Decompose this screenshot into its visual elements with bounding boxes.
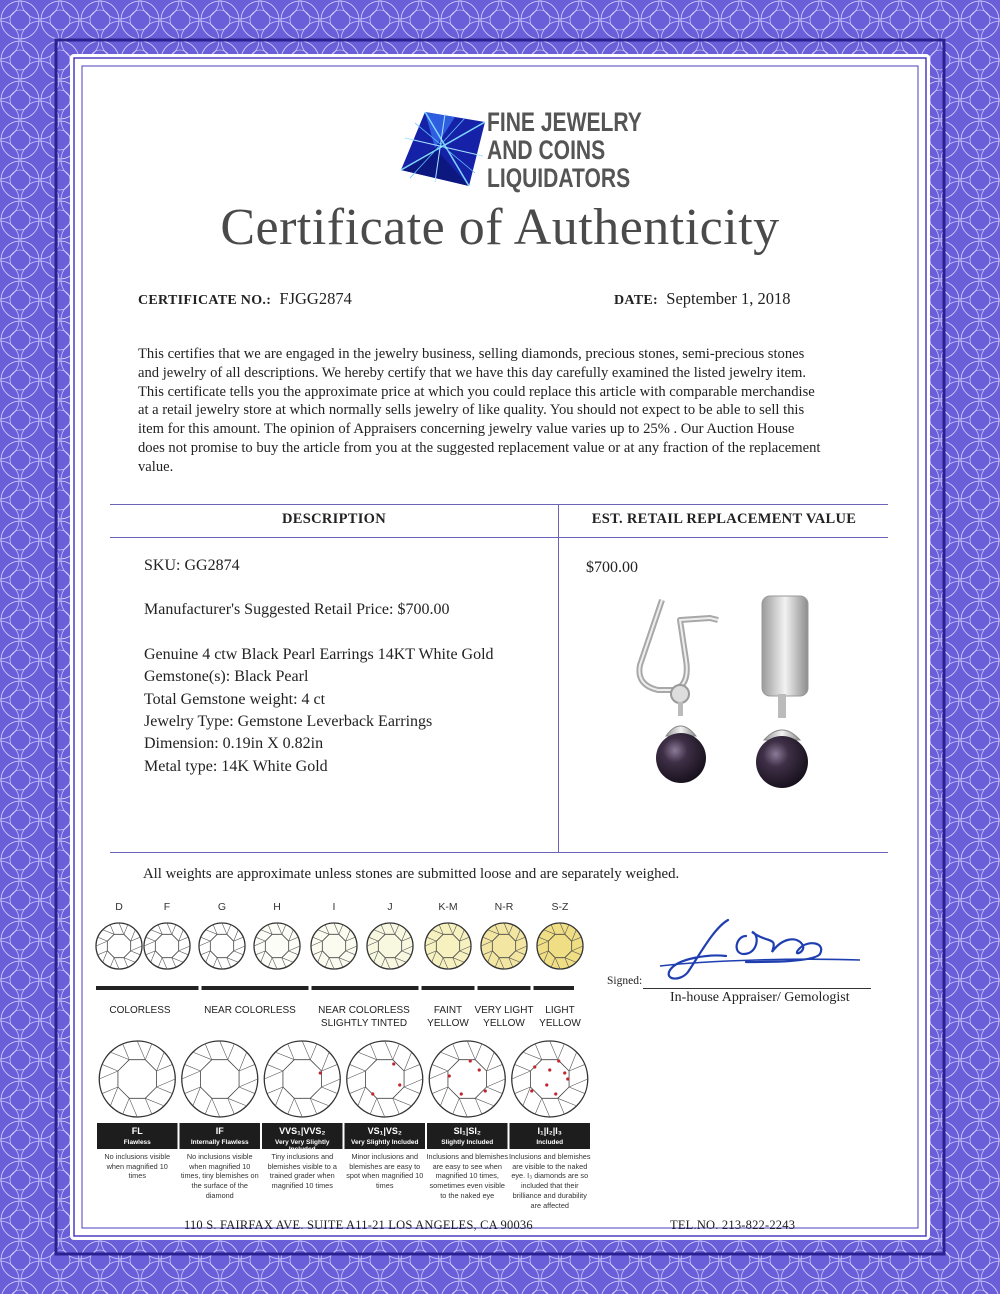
clarity-grade-code: IF	[215, 1126, 224, 1136]
item-description	[144, 555, 494, 778]
intro-line: value.	[138, 458, 174, 475]
clarity-grade-chart	[96, 1035, 592, 1215]
certificate-number-value: FJGG2874	[279, 289, 352, 308]
color-scale-bar	[96, 986, 574, 990]
inclusion-mark	[460, 1092, 463, 1095]
color-grade-letter: G	[217, 901, 227, 913]
inclusion-mark	[548, 1068, 551, 1071]
clarity-grade-code: I₁|I₂|I₃	[537, 1126, 562, 1136]
color-grade-diamond	[537, 923, 583, 969]
clarity-grade-name: Included	[536, 1139, 564, 1146]
color-grade-letter: I	[332, 901, 336, 913]
detail-line: Dimension: 0.19in X 0.82in	[144, 735, 324, 753]
inclusion-mark	[533, 1065, 536, 1068]
clarity-diamond	[512, 1041, 588, 1117]
intro-paragraph	[138, 345, 878, 477]
color-grade-diamond	[425, 923, 471, 969]
detail-line: Genuine 4 ctw Black Pearl Earrings 14KT White Gold	[144, 645, 494, 663]
clarity-grade-code: FL	[131, 1126, 143, 1136]
color-grade-diamond	[311, 923, 357, 969]
inclusion-mark	[319, 1071, 322, 1074]
clarity-diamond	[347, 1041, 423, 1117]
replacement-value: $700.00	[586, 559, 638, 576]
detail-line: Jewelry Type: Gemstone Leverback Earrings	[144, 713, 433, 731]
color-grade-diamond	[144, 923, 190, 969]
color-grade-letter: S-Z	[551, 901, 569, 913]
page-title: Certificate of Authenticity	[220, 199, 780, 256]
intro-line: This certificate tells you the approximate price at which you could replace this article with comparable merchandise	[138, 383, 815, 400]
clarity-diamond	[429, 1041, 505, 1117]
intro-line: This certifies that we are engaged in the jewelry business, selling diamonds, precious stones, semi-precious stones	[138, 346, 805, 362]
clarity-grade-name: Flawless	[123, 1139, 151, 1146]
clarity-grade-code: SI₁|SI₂	[453, 1126, 481, 1136]
clarity-grade-code: VS₁|VS₂	[367, 1126, 402, 1136]
appraiser-signature	[650, 914, 870, 984]
inclusion-mark	[554, 1092, 557, 1095]
color-category-label: NEAR COLORLESS	[204, 1005, 296, 1016]
color-grade-diamond	[254, 923, 300, 969]
detail-line: Gemstone(s): Black Pearl	[144, 668, 309, 686]
inclusion-mark	[371, 1092, 374, 1095]
earrings-product-image	[600, 590, 840, 810]
intro-line: item for this amount. The opinion of Appraisers concerning jewelry value varies up to 25% . Our Auction House	[138, 421, 795, 438]
date-value: September 1, 2018	[666, 289, 791, 308]
date-label: DATE:	[614, 293, 659, 308]
clarity-diamond	[264, 1041, 340, 1117]
color-category-label: COLORLESS	[109, 1005, 171, 1016]
intro-line: and jewelry of all descriptions. We hereby certify that we have this day carefully examined the listed jewelry item.	[138, 364, 807, 381]
clarity-diamond	[99, 1041, 175, 1117]
color-category-label: FAINT YELLOW	[427, 1005, 469, 1029]
table-top-rule	[110, 504, 888, 505]
table-bottom-rule	[110, 852, 888, 853]
weight-note: All weights are approximate unless stones are submitted loose and are separately weighed.	[143, 866, 680, 882]
certificate-number	[138, 289, 352, 309]
color-grade-letter: F	[163, 901, 171, 913]
inclusion-mark	[478, 1068, 481, 1071]
clarity-grade-description: Inclusions and blemishes are visible to the naked eye. I₃ diamonds are so included that their brilliance and durability are affected	[508, 1152, 591, 1210]
color-grade-diamond	[367, 923, 413, 969]
table-header-rule	[110, 537, 888, 538]
color-grade-letter: D	[115, 901, 123, 913]
color-category-label: NEAR COLORLESS SLIGHTLY TINTED	[318, 1005, 410, 1029]
logo-wordmark: FINE JEWELRY AND COINS LIQUIDATORS	[487, 107, 642, 193]
color-grade-letter: N-R	[494, 901, 514, 913]
color-grade-letter: H	[273, 901, 281, 913]
inclusion-mark	[469, 1059, 472, 1062]
inclusion-mark	[530, 1089, 533, 1092]
clarity-grade-description: Minor inclusions and blemishes are easy to spot when magnified 10 times	[346, 1152, 424, 1191]
intro-line: at a retail jewelry store at which normally sells jewelry of like quality. You should not expect to be able to sell this	[138, 402, 805, 419]
footer-phone: TEL.NO. 213-822-2243	[670, 1218, 796, 1232]
clarity-grade-description: Inclusions and blemishes are easy to see when magnified 10 times, sometimes even visible to the naked eye	[426, 1152, 509, 1200]
gem-logo-icon	[395, 108, 490, 200]
clarity-grade-description: No inclusions visible when magnified 10 times, tiny blemishes on the surface of the diamond	[180, 1152, 259, 1200]
color-grade-letter: J	[387, 901, 393, 913]
company-logo	[395, 107, 642, 200]
color-category-label: LIGHT YELLOW	[539, 1005, 581, 1029]
color-grade-diamond	[199, 923, 245, 969]
inclusion-mark	[448, 1074, 451, 1077]
clarity-grade-name: Slightly Included	[441, 1139, 494, 1146]
inclusion-mark	[484, 1089, 487, 1092]
table-column-divider	[558, 504, 559, 852]
inclusion-mark	[398, 1083, 401, 1086]
description-header: DESCRIPTION	[281, 511, 386, 527]
detail-line: Total Gemstone weight: 4 ct	[144, 690, 326, 708]
clarity-grade-name: Internally Flawless	[190, 1139, 249, 1146]
sku: SKU: GG2874	[144, 557, 240, 574]
value-header: EST. RETAIL REPLACEMENT VALUE	[591, 511, 857, 527]
clarity-grade-code: VVS₁|VVS₂	[279, 1126, 326, 1136]
color-grade-diamond	[481, 923, 527, 969]
certificate-number-label: CERTIFICATE NO.:	[138, 293, 272, 308]
color-grade-diamond	[96, 923, 142, 969]
signed-label: Signed:	[607, 975, 643, 987]
clarity-grade-name: Very Slightly Included	[350, 1139, 419, 1146]
clarity-grade-name: Very Very Slightly Included	[274, 1139, 330, 1153]
inclusion-mark	[392, 1062, 395, 1065]
footer-address: 110 S. FAIRFAX AVE. SUITE A11-21 LOS ANGELES, CA 90036	[184, 1218, 533, 1232]
intro-line: does not promise to buy the article from you at the suggested replacement value or at any fraction of the replacement	[138, 439, 821, 456]
inclusion-mark	[566, 1077, 569, 1080]
signature-line	[643, 988, 871, 989]
clarity-diamond	[182, 1041, 258, 1117]
msrp: Manufacturer's Suggested Retail Price: $700.00	[144, 601, 450, 619]
clarity-grade-description: No inclusions visible when magnified 10 times	[104, 1152, 171, 1181]
appraiser-title: In-house Appraiser/ Gemologist	[670, 990, 850, 1005]
color-grade-chart	[92, 898, 592, 1038]
color-grade-letter: K-M	[438, 901, 458, 913]
clarity-grade-description: Tiny inclusions and blemishes visible to a trained grader when magnified 10 times	[267, 1152, 337, 1191]
inclusion-mark	[545, 1083, 548, 1086]
color-category-label: VERY LIGHT YELLOW	[474, 1005, 534, 1029]
inclusion-mark	[557, 1059, 560, 1062]
detail-line: Metal type: 14K White Gold	[144, 757, 328, 775]
certificate-date	[614, 289, 790, 309]
inclusion-mark	[563, 1071, 566, 1074]
